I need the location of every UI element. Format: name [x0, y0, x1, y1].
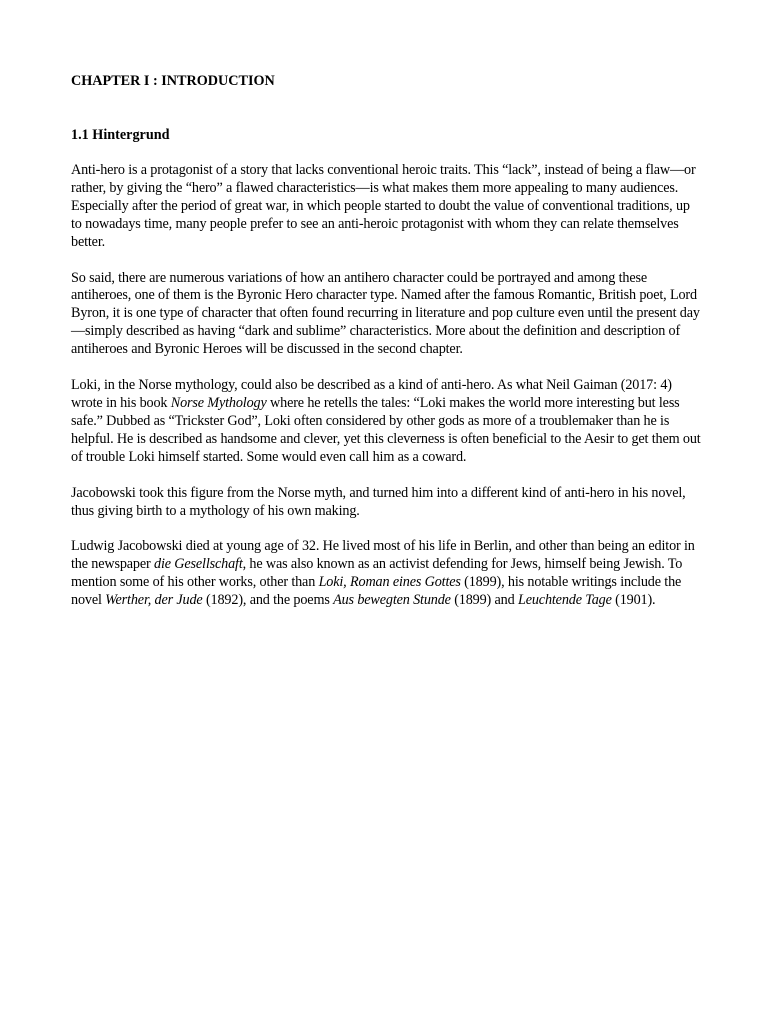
paragraph-3-text: where he retells the tales: “Loki makes the world more interesting but less safe.” Dubbed as “Trickster God”, Loki often considered by other gods as more of a troublemaker than he is helpful. He is described as handsome and clever, yet this cleverness is often beneficial to the Aesir to get them out of trouble Loki himself started. Some would even call him as a coward.: [71, 394, 701, 465]
work-title-werther: Werther, der Jude: [105, 592, 203, 609]
paragraph-3: [71, 377, 703, 467]
section-heading: 1.1 Hintergrund: [71, 127, 170, 143]
paragraph-4: Jacobowski took this figure from the Norse myth, and turned him into a different kind of anti-hero in his novel, thus giving birth to a mythology of his own making.: [71, 484, 686, 519]
paragraph-1: Anti-hero is a protagonist of a story that lacks conventional heroic traits. This “lack”, instead of being a flaw—or rather, by giving the “hero” a flawed characteristics—is what makes them more appealing to many audiences. Especially after the period of great war, in which people started to doubt the value of conventional traditions, up to nowadays time, many people prefer to see an anti-heroic protagonist with whom they can relate themselves better.: [71, 162, 696, 250]
work-title-aus-bewegten-stunde: Aus bewegten Stunde: [333, 592, 451, 609]
paragraph-5-text: Ludwig Jacobowski died at young age of 32. He lived most of his life in Berlin, and other than being an editor in the newspaper: [71, 538, 695, 573]
newspaper-title: die Gesellschaft: [154, 556, 243, 573]
paragraph-5-text: (1899) and: [450, 592, 518, 609]
document-body: [71, 71, 703, 610]
paragraph-5: [71, 538, 703, 610]
chapter-title: CHAPTER I : INTRODUCTION: [71, 73, 275, 89]
work-title-loki: Loki, Roman eines Gottes: [318, 574, 461, 591]
paragraph-5-text: , he was also known as an activist defending for Jews, himself being Jewish. To mention some of his other works, other than: [71, 556, 683, 591]
paragraph-5-text: (1899), his notable writings include the novel: [71, 574, 682, 609]
paragraph-5-text: (1892), and the poems: [202, 592, 334, 609]
paragraph-5-text: (1901).: [611, 592, 656, 609]
paragraph-3-text: Loki, in the Norse mythology, could also be described as a kind of anti-hero. As what Neil Gaiman (2017: 4) wrote in his book: [71, 377, 672, 411]
book-title-norse-mythology: Norse Mythology: [170, 394, 267, 411]
work-title-leuchtende-tage: Leuchtende Tage: [517, 592, 612, 609]
paragraph-2: So said, there are numerous variations of how an antihero character could be portrayed and among these antiheroes, one of them is the Byronic Hero character type. Named after the famous Romantic, British poet, Lord Byron, it is one type of character that often found recurring in literature and pop culture even until the present day—simply described as having “dark and sublime” characteristics. More about the definition and description of antiheroes and Byronic Heroes will be discussed in the second chapter.: [71, 269, 700, 358]
